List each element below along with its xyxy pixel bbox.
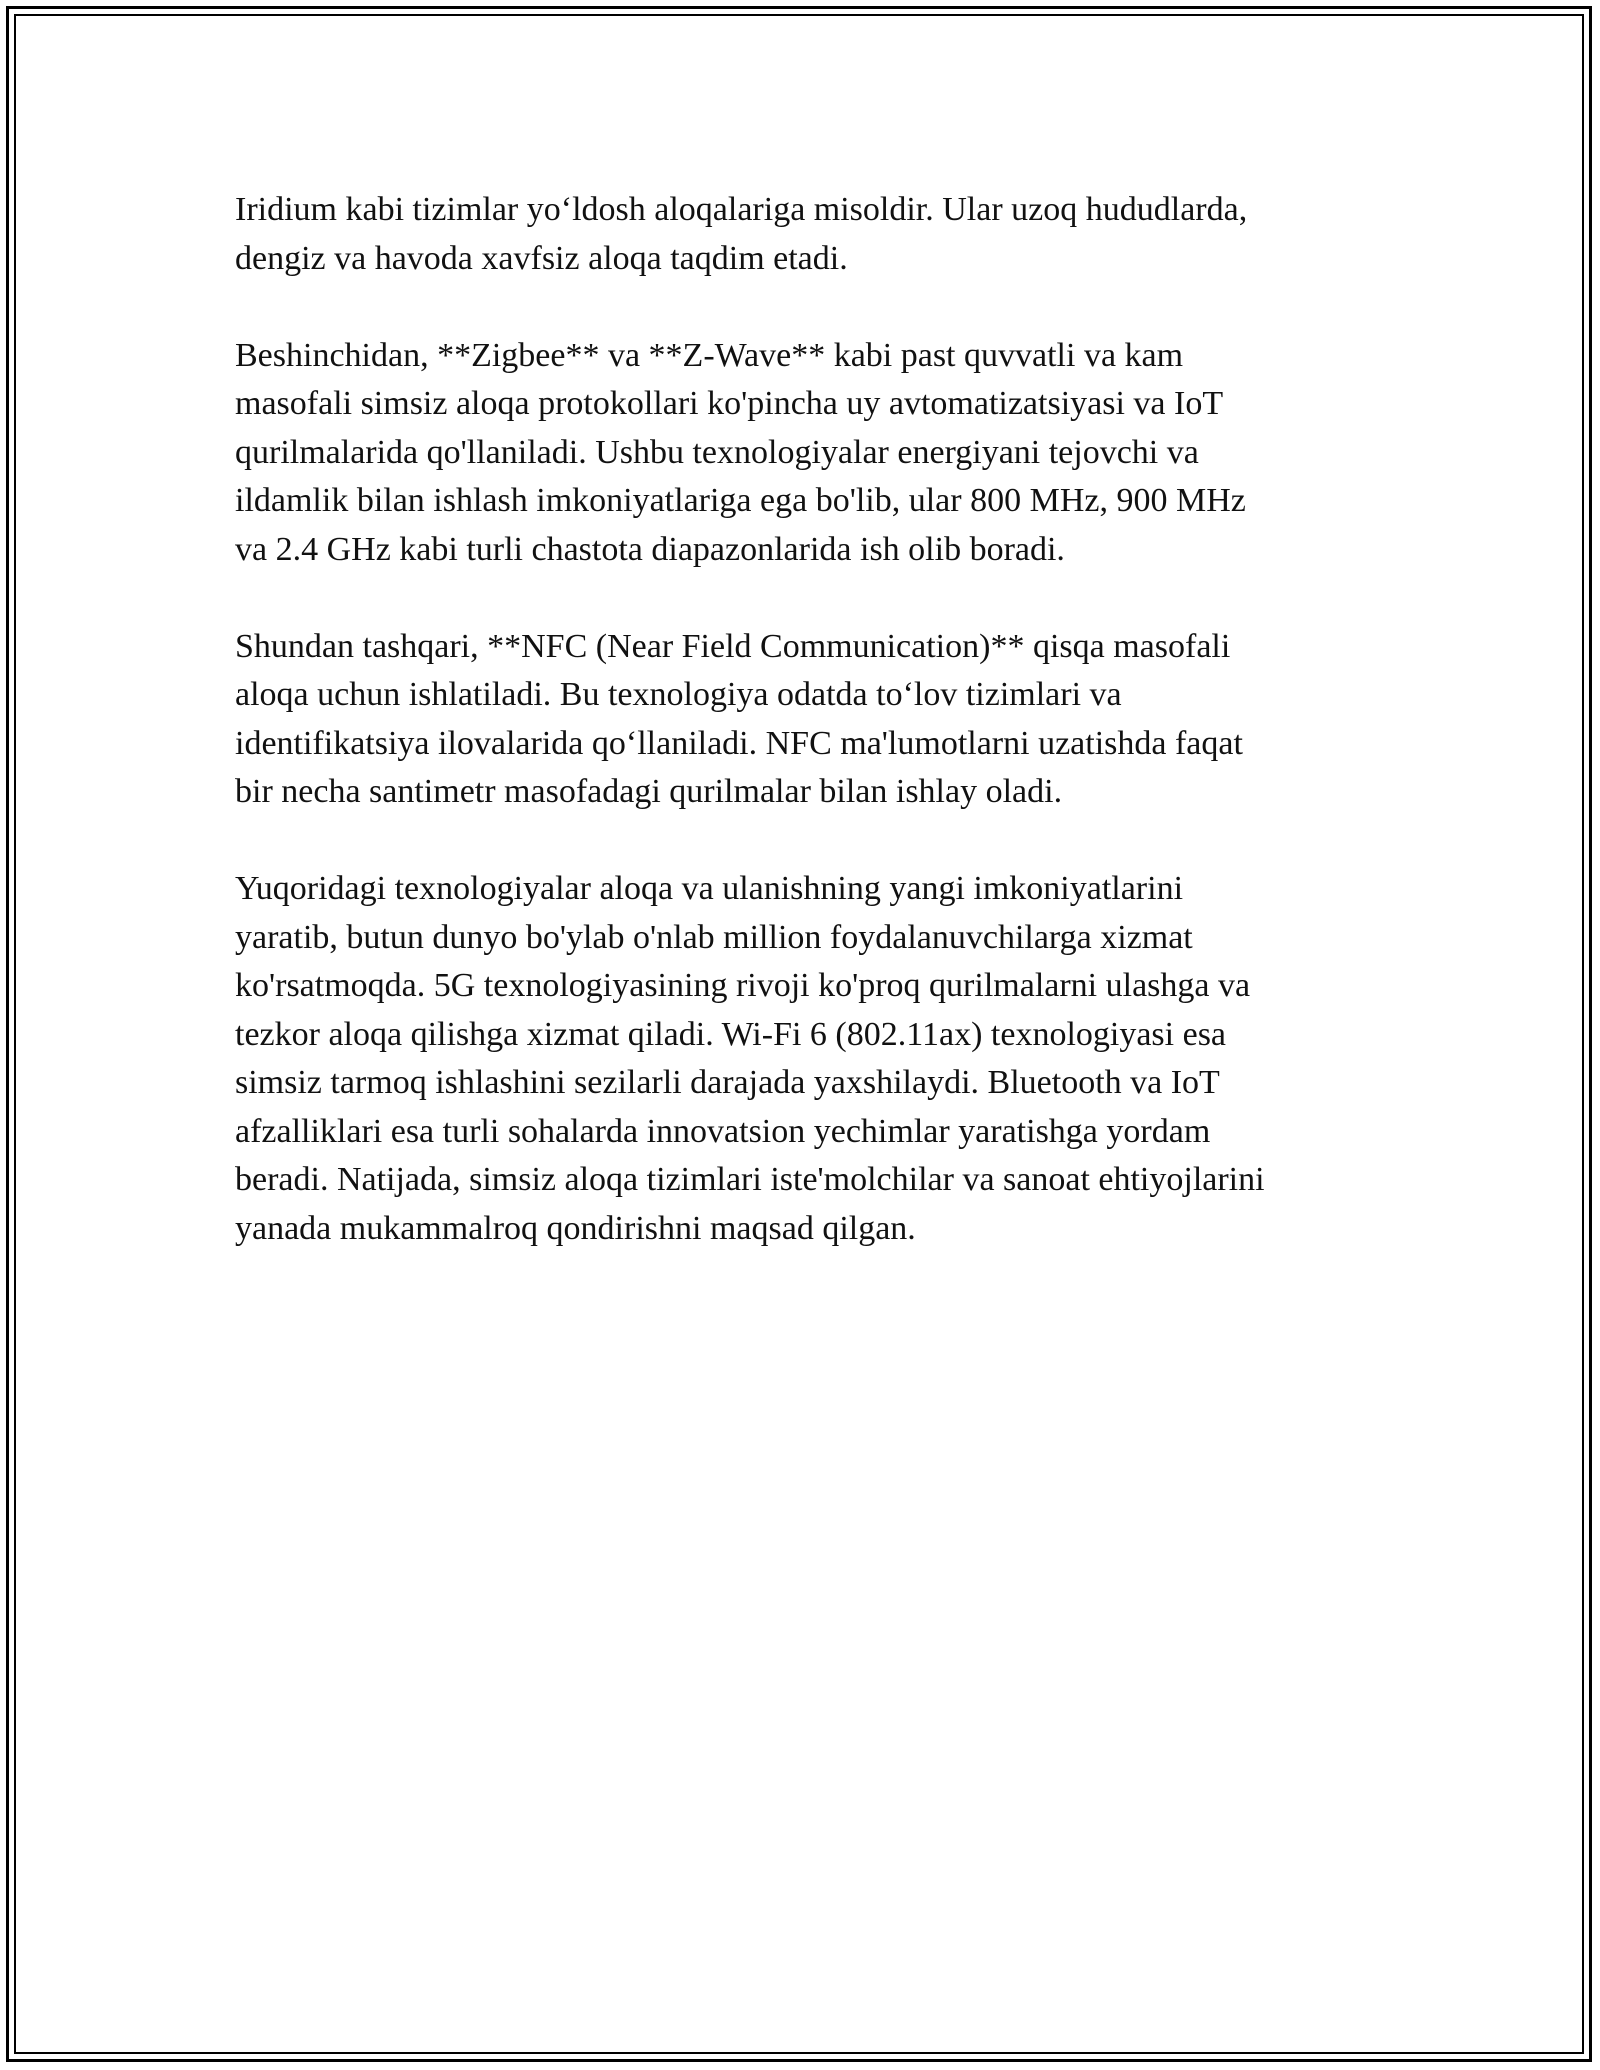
text-line: identifikatsiya ilovalarida qo‘llaniladi. NFC ma'lumotlarni uzatishda faqat	[235, 724, 1243, 762]
text-line: yanada mukammalroq qondirishni maqsad qilgan.	[235, 1209, 916, 1247]
text-line: Iridium kabi tizimlar yo‘ldosh aloqalariga misoldir. Ular uzoq hududlarda,	[235, 191, 1248, 228]
paragraph-zigbee-zwave	[235, 332, 1375, 575]
paragraph-iridium	[235, 186, 1375, 283]
text-line: qurilmalarida qo'llaniladi. Ushbu texnologiyalar energiyani tejovchi va	[235, 433, 1199, 471]
text-line: Beshinchidan, **Zigbee** va **Z-Wave** kabi past quvvatli va kam	[235, 336, 1184, 374]
text-line: Yuqoridagi texnologiyalar aloqa va ulanishning yangi imkoniyatlarini	[235, 870, 1184, 907]
text-line: simsiz tarmoq ishlashini sezilarli darajada yaxshilaydi. Bluetooth va IoT	[235, 1064, 1220, 1101]
paragraph-nfc	[235, 623, 1375, 817]
text-line: ko'rsatmoqda. 5G texnologiyasining rivoji ko'proq qurilmalarni ulashga va	[235, 967, 1251, 1004]
text-line: beradi. Natijada, simsiz aloqa tizimlari iste'molchilar va sanoat ehtiyojlarini	[235, 1161, 1265, 1198]
text-line: tezkor aloqa qilishga xizmat qiladi. Wi-Fi 6 (802.11ax) texnologiyasi esa	[235, 1015, 1227, 1053]
paragraph-conclusion	[235, 865, 1375, 1253]
text-line: dengiz va havoda xavfsiz aloqa taqdim etadi.	[235, 239, 848, 277]
text-line: ildamlik bilan ishlash imkoniyatlariga ega bo'lib, ular 800 MHz, 900 MHz	[235, 482, 1246, 519]
document-body	[235, 186, 1375, 1302]
text-line: bir necha santimetr masofadagi qurilmalar bilan ishlay oladi.	[235, 773, 1063, 810]
text-line: yaratib, butun dunyo bo'ylab o'nlab million foydalanuvchilarga xizmat	[235, 918, 1193, 956]
text-line: aloqa uchun ishlatiladi. Bu texnologiya odatda to‘lov tizimlari va	[235, 676, 1122, 713]
text-line: Shundan tashqari, **NFC (Near Field Communication)** qisqa masofali	[235, 627, 1231, 665]
text-line: va 2.4 GHz kabi turli chastota diapazonlarida ish olib boradi.	[235, 530, 1065, 568]
text-line: afzalliklari esa turli sohalarda innovatsion yechimlar yaratishga yordam	[235, 1112, 1211, 1150]
text-line: masofali simsiz aloqa protokollari ko'pincha uy avtomatizatsiyasi va IoT	[235, 385, 1224, 422]
